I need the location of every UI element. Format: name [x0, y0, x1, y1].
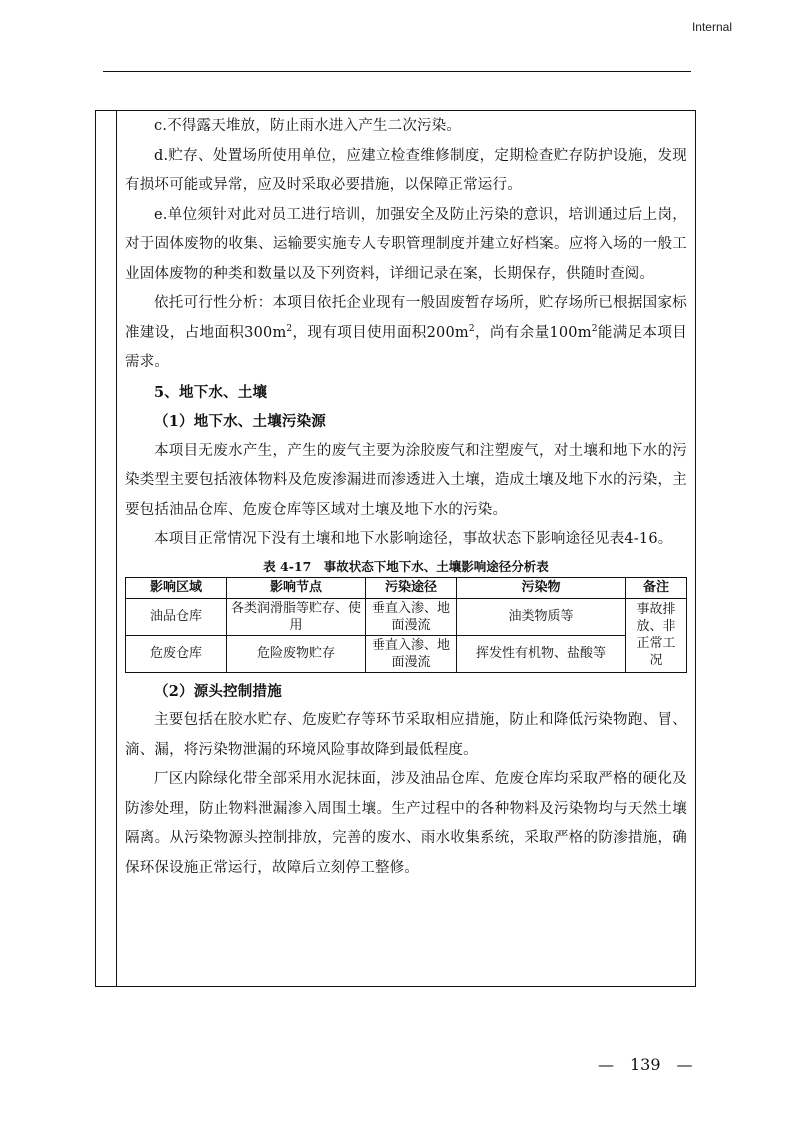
sup-3: 2 [591, 323, 598, 334]
internal-label: Internal [691, 20, 732, 34]
table-row [126, 635, 687, 672]
header-cell: 污染途径 [366, 577, 457, 598]
table-cell: 危险废物贮存 [227, 635, 366, 672]
feasibility-text-3: ，尚有余量100m [474, 324, 592, 341]
header-cell: 备注 [626, 577, 687, 598]
header-cell: 污染物 [457, 577, 626, 598]
note-cell: 事故排放、非正常工况 [626, 598, 687, 672]
header-cell: 影响区域 [126, 577, 227, 598]
subsection-2-heading: （2）源头控制措施 [154, 682, 282, 700]
header-cell: 影响节点 [227, 577, 366, 598]
table-cell: 油品仓库 [126, 598, 227, 635]
source-control-paragraph-2: 厂区内除绿化带全部采用水泥抹面，涉及油品仓库、危废仓库均采取严格的硬化及防渗处理，防止物料泄漏渗入周围土壤。生产过程中的各种物料及污染物均与天然土壤隔离。从污染物源头控制排放，完善的废水、雨水收集系统，采取严格的防渗措施，确保环保设施正常运行，故障后立刻停工整修。 [125, 771, 687, 876]
table-caption: 表 4-17 事故状态下地下水、土壤影响途径分析表 [263, 558, 549, 574]
feasibility-text-4: 能满足本项目需求。 [125, 324, 688, 370]
pollution-source-paragraph: 本项目无废水产生，产生的废气主要为涂胶废气和注塑废气，对土壤和地下水的污染类型主要包括液体物料及危废渗漏进而渗透进入土壤，造成土壤及地下水的污染，主要包括油品仓库、危废仓库等区域对土壤及地下水的污染。 [125, 442, 687, 518]
table-cell: 油类物质等 [457, 598, 626, 635]
feasibility-paragraph [125, 289, 687, 378]
page-number: — 139 — [598, 1055, 693, 1074]
feasibility-text-2: ，现有项目使用面积200m [292, 324, 469, 341]
table-cell: 挥发性有机物、盐酸等 [457, 635, 626, 672]
sup-1: 2 [286, 323, 293, 334]
item-d: d.贮存、处置场所使用单位，应建立检查维修制度，定期检查贮存防护设施，发现有损坏可能或异常，应及时采取必要措施，以保障正常运行。 [125, 147, 687, 193]
header-rule [103, 71, 691, 72]
table-header-row [126, 577, 687, 598]
item-e: e.单位须针对此对员工进行培训，加强安全及防止污染的意识，培训通过后上岗，对于固体废物的收集、运输要实施专人专职管理制度并建立好档案。应将入场的一般工业固体废物的种类和数量以及下列资料，详细记录在案，长期保存，供随时查阅。 [125, 206, 687, 282]
sup-2: 2 [468, 323, 475, 334]
frame-inner-line [116, 111, 117, 986]
table-cell: 垂直入渗、地面漫流 [366, 635, 457, 672]
table-cell: 各类润滑脂等贮存、使用 [227, 598, 366, 635]
source-control-paragraph-1: 主要包括在胶水贮存、危废贮存等环节采取相应措施，防止和降低污染物跑、冒、滴、漏，将污染物泄漏的环境风险事故降到最低程度。 [125, 712, 687, 758]
table-cell: 垂直入渗、地面漫流 [366, 598, 457, 635]
impact-pathway-table [125, 577, 687, 673]
table-row [126, 598, 687, 635]
table-cell: 危废仓库 [126, 635, 227, 672]
section-5-heading: 5、地下水、土壤 [154, 383, 268, 401]
impact-pathway-paragraph: 本项目正常情况下没有土壤和地下水影响途径，事故状态下影响途径见表4-16。 [154, 531, 673, 547]
feasibility-text-1: 依托可行性分析：本项目依托企业现有一般固废暂存场所，贮存场所已根据国家标准建设，占地面积300m [125, 295, 687, 341]
item-c: c.不得露天堆放，防止雨水进入产生二次污染。 [154, 118, 462, 134]
page-content [125, 112, 687, 883]
subsection-1-heading: （1）地下水、土壤污染源 [154, 413, 326, 430]
